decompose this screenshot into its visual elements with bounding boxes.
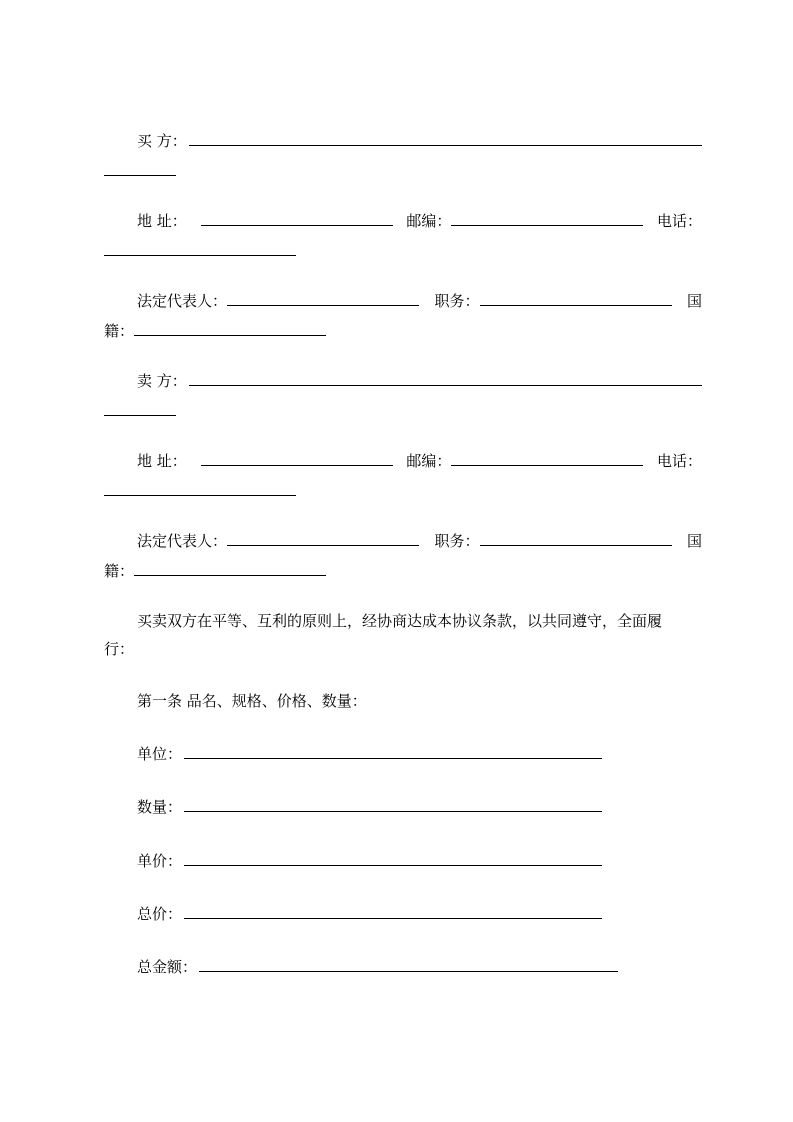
buyer-name-label: 买 方： [137, 132, 187, 150]
seller-nationality-label-a: 国 [686, 532, 702, 550]
seller-nationality-label-b: 籍： [104, 562, 135, 580]
quantity-label: 数量： [137, 798, 183, 816]
agreement-intro-line2: 行： [104, 640, 135, 658]
buyer-address-label: 地 址： [137, 212, 187, 230]
buyer-nationality-blank[interactable] [134, 321, 326, 336]
seller-nationality-blank[interactable] [134, 561, 326, 576]
unit-price-blank[interactable] [184, 851, 602, 866]
seller-nationality-row [104, 560, 702, 582]
unit-label: 单位： [137, 745, 183, 763]
buyer-phone-label: 电话： [656, 212, 702, 230]
seller-name-blank[interactable] [189, 371, 702, 386]
unit-row [137, 743, 602, 765]
seller-address-label: 地 址： [137, 452, 187, 470]
buyer-nationality-label-b: 籍： [104, 322, 135, 340]
buyer-name-blank[interactable] [189, 131, 702, 146]
seller-name-blank-cont[interactable] [104, 401, 176, 416]
quantity-blank[interactable] [184, 797, 602, 812]
buyer-address-blank[interactable] [201, 211, 393, 226]
seller-legal-rep-blank[interactable] [227, 531, 419, 546]
agreement-intro-line1: 买卖双方在平等、互利的原则上，经协商达成本协议条款，以共同遵守，全面履 [137, 612, 663, 630]
unit-price-row [137, 850, 602, 872]
seller-name-label: 卖 方： [137, 372, 187, 390]
seller-postcode-blank[interactable] [451, 451, 643, 466]
buyer-nationality-label-a: 国 [686, 292, 702, 310]
total-amount-label: 总金额： [137, 958, 198, 976]
seller-address-blank[interactable] [201, 451, 393, 466]
total-amount-blank[interactable] [199, 957, 618, 972]
buyer-phone-continuation [104, 240, 702, 262]
seller-address-row [137, 450, 702, 472]
buyer-position-blank[interactable] [480, 291, 672, 306]
buyer-legal-rep-label: 法定代表人： [137, 292, 228, 310]
buyer-name-row [137, 130, 702, 152]
seller-position-blank[interactable] [480, 531, 672, 546]
buyer-name-continuation [104, 160, 702, 182]
seller-postcode-label: 邮编： [406, 452, 452, 470]
seller-phone-continuation [104, 480, 702, 502]
unit-blank[interactable] [184, 744, 602, 759]
total-price-row [137, 903, 602, 925]
buyer-legal-rep-blank[interactable] [227, 291, 419, 306]
buyer-name-blank-cont[interactable] [104, 161, 176, 176]
seller-name-continuation [104, 400, 702, 422]
seller-phone-label: 电话： [656, 452, 702, 470]
seller-legal-rep-label: 法定代表人： [137, 532, 228, 550]
buyer-address-row [137, 210, 702, 232]
total-price-blank[interactable] [184, 904, 602, 919]
seller-name-row [137, 370, 702, 392]
article1-title: 第一条 品名、规格、价格、数量： [137, 692, 367, 710]
unit-price-label: 单价： [137, 852, 183, 870]
buyer-position-label: 职务： [434, 292, 480, 310]
quantity-row [137, 796, 602, 818]
seller-position-label: 职务： [434, 532, 480, 550]
seller-legal-rep-row [137, 530, 702, 552]
total-amount-row [137, 956, 618, 978]
buyer-postcode-label: 邮编： [406, 212, 452, 230]
buyer-legal-rep-row [137, 290, 702, 312]
buyer-nationality-row [104, 320, 702, 342]
seller-phone-blank[interactable] [104, 481, 296, 496]
buyer-phone-blank[interactable] [104, 241, 296, 256]
buyer-postcode-blank[interactable] [451, 211, 643, 226]
total-price-label: 总价： [137, 905, 183, 923]
